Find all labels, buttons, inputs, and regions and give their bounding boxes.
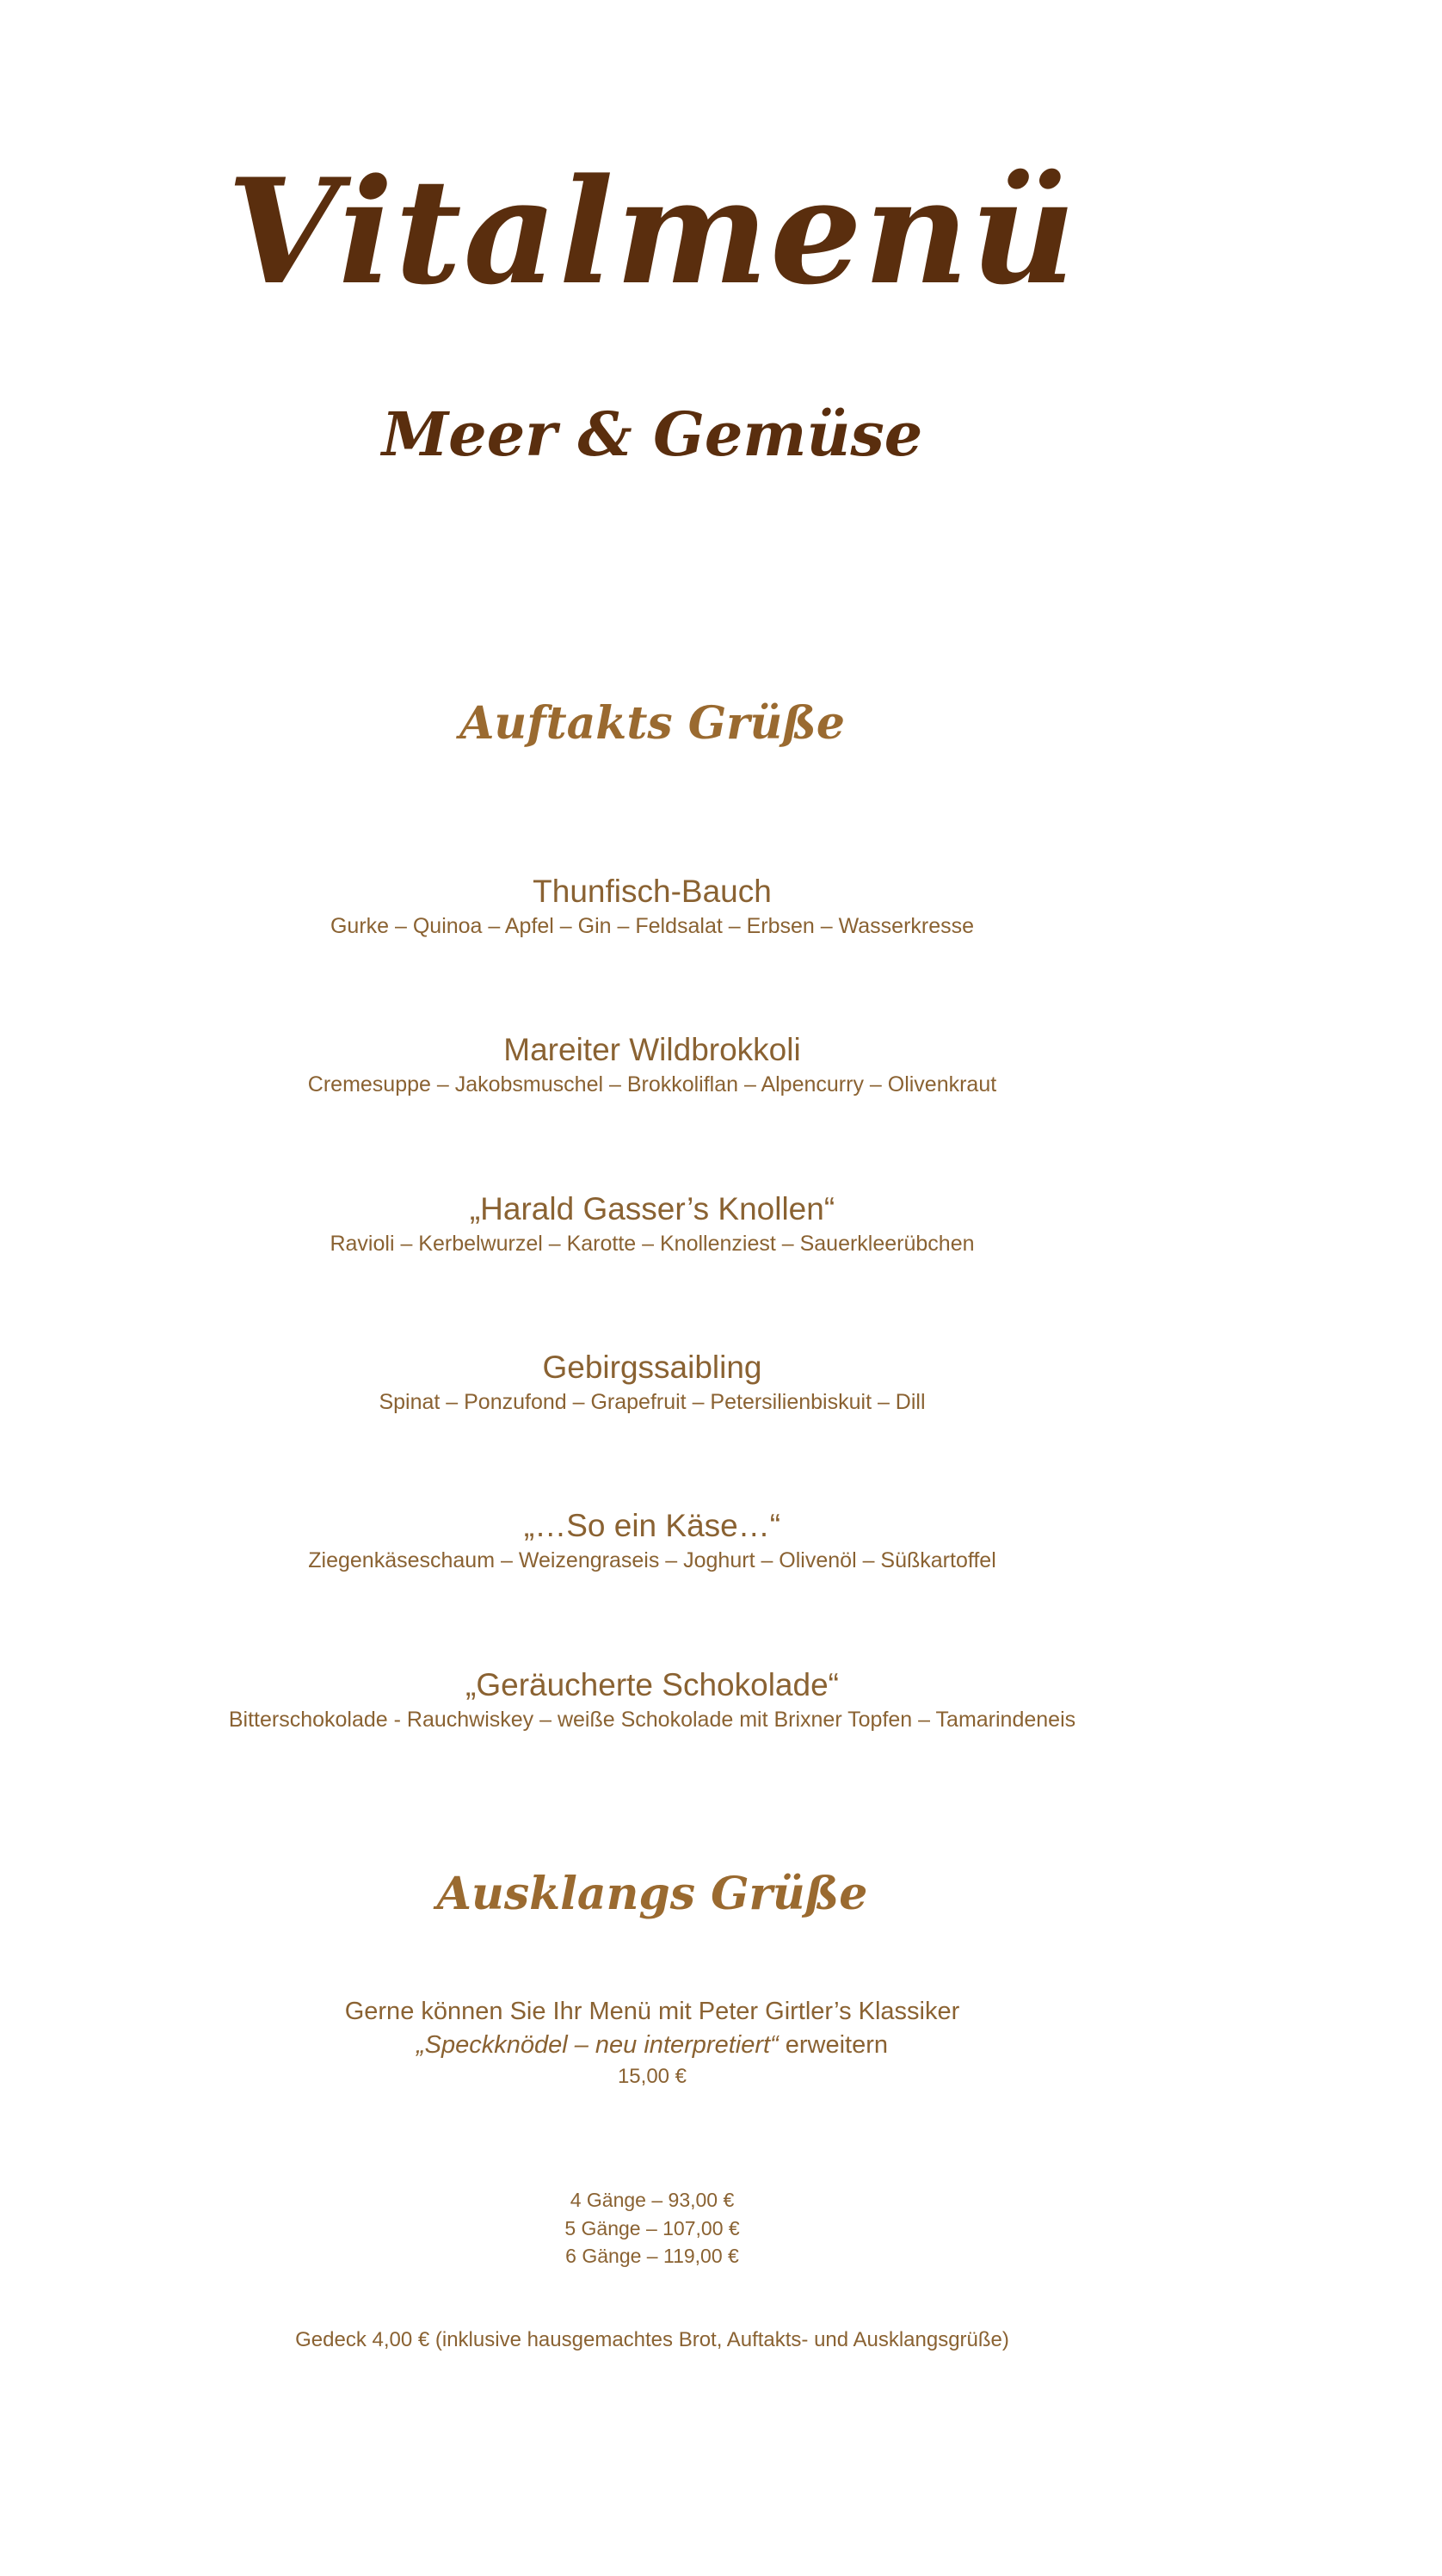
price-line: 4 Gänge – 93,00 € [570,2189,735,2211]
course-item [0,1193,1304,1255]
course-item [0,875,1304,937]
section-heading-opening: Auftakts Grüße [459,697,845,750]
menu-title: Vitalmenü [226,146,1078,317]
course-description: Cremesuppe – Jakobsmuschel – Brokkoliflan – Alpencurry – Olivenkraut [307,1072,997,1096]
extra-offer [0,1995,1304,2091]
course-name: „Geräucherte Schokolade“ [465,1667,839,1702]
extra-dish-suffix: erweitern [778,2031,889,2060]
course-description: Gurke – Quinoa – Apfel – Gin – Feldsalat – Erbsen – Wasserkresse [330,914,975,938]
course-description: Spinat – Ponzufond – Grapefruit – Petersilienbiskuit – Dill [379,1390,926,1414]
course-name: Mareiter Wildbrokkoli [503,1032,801,1067]
cover-charge-note: Gedeck 4,00 € (inklusive hausgemachtes Brot, Auftakts- und Ausklangsgrüße) [295,2328,1009,2351]
section-heading-closing: Ausklangs Grüße [436,1868,868,1920]
course-name: Thunfisch-Bauch [533,874,772,909]
extra-offer-price: 15,00 € [617,2065,687,2089]
course-item [0,1510,1304,1572]
course-name: „Harald Gasser’s Knollen“ [469,1191,835,1226]
course-description: Bitterschokolade - Rauchwiskey – weiße Schokolade mit Brixner Topfen – Tamarindeneis [228,1708,1076,1732]
extra-dish-name: „Speckknödel – neu interpretiert“ [416,2031,779,2060]
extra-offer-line: Gerne können Sie Ihr Menü mit Peter Girtler’s Klassiker [344,1998,960,2025]
menu-subtitle: Meer & Gemüse [381,398,923,470]
course-item [0,1351,1304,1413]
course-description: Ravioli – Kerbelwurzel – Karotte – Knollenziest – Sauerkleerübchen [330,1232,975,1256]
course-description: Ziegenkäseschaum – Weizengraseis – Joghurt – Olivenöl – Süßkartoffel [308,1548,996,1572]
course-item [0,1034,1304,1096]
price-line: 5 Gänge – 107,00 € [564,2216,740,2239]
course-item [0,1669,1304,1731]
extra-offer-dish [0,2029,1304,2062]
course-prices [0,2186,1304,2270]
price-line: 6 Gänge – 119,00 € [565,2245,739,2268]
course-name: „…So ein Käse…“ [523,1508,781,1543]
course-name: Gebirgssaibling [542,1350,762,1385]
